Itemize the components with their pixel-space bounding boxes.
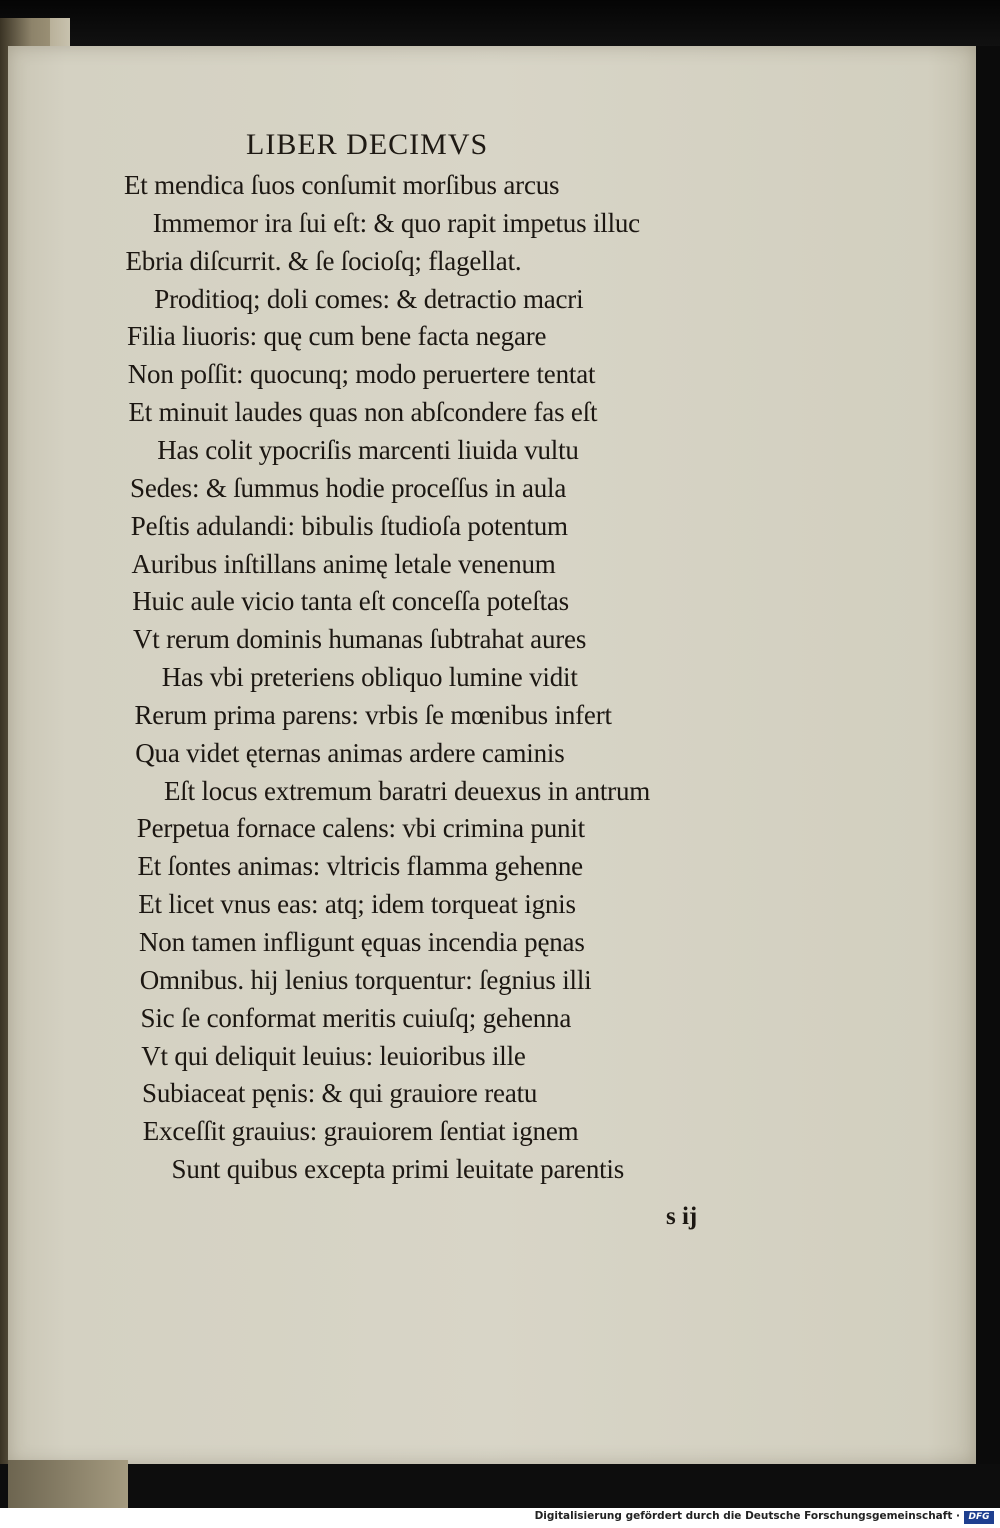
verse-line: Non tamen infligunt ęquas incendia pęnas: [139, 927, 585, 957]
verse-line: Proditioq; doli comes: & detractio macri: [154, 283, 584, 314]
verse-line: Exceſſit grauius: grauiorem ſentiat ignem: [142, 1116, 579, 1147]
scan-background-bottom: [0, 1464, 1000, 1508]
verse-line: Et mendica ſuos conſumit morſibus arcus: [124, 170, 560, 200]
verse-line: Subiaceat pęnis: & qui grauiore reatu: [142, 1078, 538, 1109]
verse-line: Has vbi preteriens obliquo lumine vidit: [161, 662, 578, 693]
verse-line: Huic aule vicio tanta eſt conceſſa poteſtas: [132, 586, 569, 617]
verse-line: Et ſontes animas: vltricis flamma gehenne: [137, 851, 583, 882]
verse-line: Qua videt ęternas animas ardere caminis: [135, 737, 565, 768]
verse-line: Filia liuoris: quę cum bene facta negare: [127, 321, 547, 352]
verse-line: Et minuit laudes quas non abſcondere fas eſt: [128, 397, 598, 428]
verse-line: Immemor ira ſui eſt: & quo rapit impetus illuc: [152, 207, 640, 238]
verse-line: Vt qui deliquit leuius: leuioribus ille: [141, 1040, 526, 1071]
credit-bar: [0, 1508, 1000, 1528]
verse-line: Non poſſit: quocunq; modo peruertere tentat: [127, 359, 596, 390]
binding-strip-bottom: [8, 1460, 128, 1508]
funding-credit: Digitalisierung gefördert durch die Deutsche Forschungsgemeinschaft ·: [534, 1510, 960, 1522]
verse-line: Auribus inſtillans animę letale venenum: [131, 548, 556, 579]
verse-line: Rerum prima parens: vrbis ſe mœnibus infert: [134, 699, 612, 730]
signature-mark: s ij: [666, 1203, 698, 1230]
verse-line: Omnibus. hij lenius torquentur: ſegnius illi: [139, 964, 592, 995]
verse-line: Sedes: & ſummus hodie proceſſus in aula: [130, 472, 567, 503]
verse-line: Peſtis adulandi: bibulis ſtudioſa potentum: [130, 510, 568, 541]
verse-line: Perpetua fornace calens: vbi crimina punit: [136, 813, 585, 844]
verse-line: Vt rerum dominis humanas ſubtrahat aures: [133, 624, 587, 655]
verse-line: Sic ſe conformat meritis cuiuſq; gehenna: [140, 1002, 572, 1033]
verse-line: Et licet vnus eas: atq; idem torqueat ignis: [138, 889, 576, 920]
page-heading: LIBER DECIMVS: [246, 128, 489, 161]
dfg-logo: DFG: [964, 1511, 994, 1524]
verse-line: Ebria diſcurrit. & ſe ſocioſq; flagellat.: [125, 245, 522, 276]
scan-background-top: [0, 0, 1000, 46]
verse-line: Has colit ypocriſis marcenti liuida vultu: [157, 434, 579, 465]
verse-line: Sunt quibus excepta primi leuitate parentis: [171, 1154, 625, 1185]
verse-line: Eſt locus extremum baratri deuexus in antrum: [164, 775, 651, 806]
